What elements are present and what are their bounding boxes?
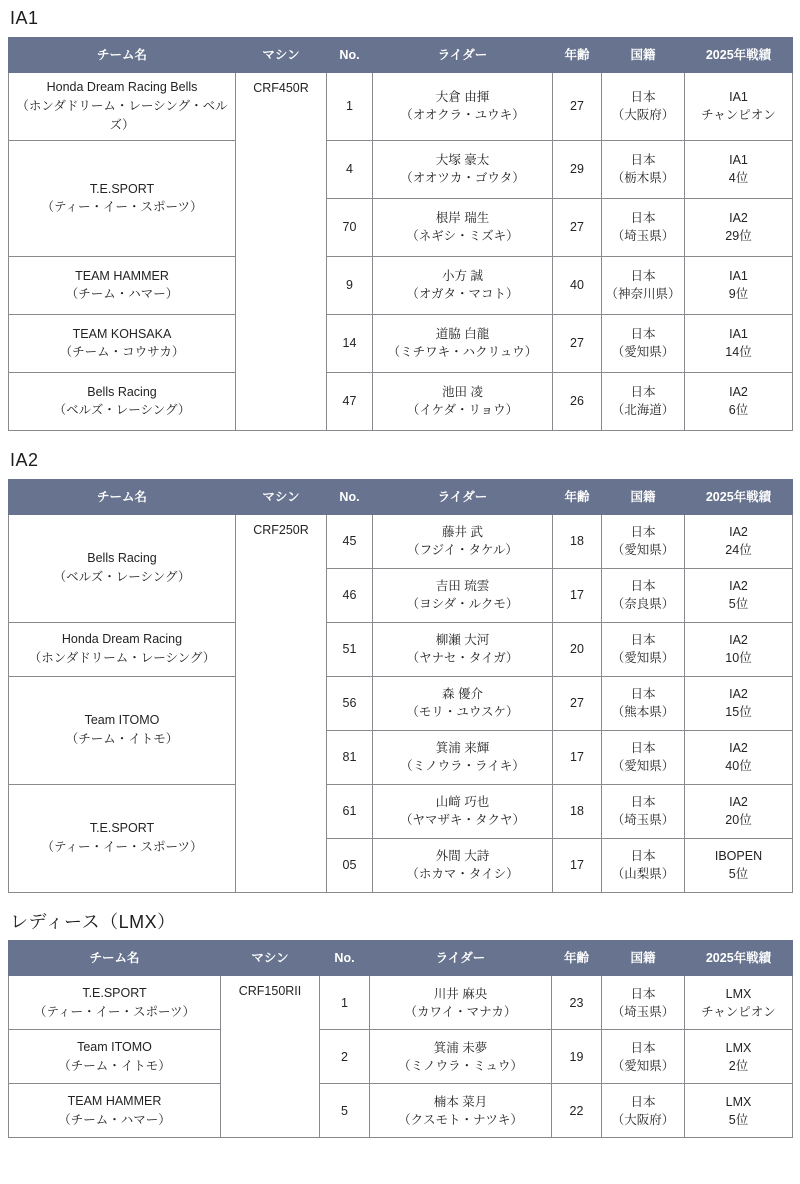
season-result-cell — [685, 72, 793, 140]
nationality: 日本 — [630, 211, 656, 226]
result-rank: 5位 — [728, 867, 749, 882]
prefecture: （愛知県） — [611, 759, 675, 774]
table-row — [9, 72, 793, 140]
rider-nationality-cell — [602, 198, 685, 256]
team-name-en: Bells Racing — [87, 384, 157, 399]
rider-name-cell — [373, 514, 553, 568]
rider-age-cell: 17 — [553, 838, 602, 892]
rider-name-kanji: 大塚 豪太 — [435, 153, 490, 168]
rider-nationality-cell — [602, 372, 685, 430]
nationality: 日本 — [630, 986, 656, 1001]
prefecture: （埼玉県） — [611, 1004, 675, 1019]
nationality: 日本 — [630, 1040, 656, 1055]
result-rank: 10位 — [725, 651, 752, 666]
rider-number-cell: 56 — [327, 676, 373, 730]
rider-number-cell: 61 — [327, 784, 373, 838]
column-header-age: 年齢 — [553, 479, 602, 514]
rider-nationality-cell — [602, 1030, 685, 1084]
section-title-lmx: レディース（LMX） — [10, 911, 176, 932]
nationality: 日本 — [630, 327, 656, 342]
rider-name-cell — [373, 784, 553, 838]
team-name-ja: （チーム・イトモ） — [65, 732, 179, 747]
prefecture: （愛知県） — [611, 651, 675, 666]
rider-nationality-cell — [602, 314, 685, 372]
column-header-nation: 国籍 — [602, 941, 685, 976]
nationality: 日本 — [630, 686, 656, 701]
rider-age-cell: 19 — [552, 1030, 602, 1084]
rider-name-cell — [373, 314, 553, 372]
season-result-cell — [685, 372, 793, 430]
column-header-machine: マシン — [236, 37, 327, 72]
column-header-age: 年齢 — [552, 941, 602, 976]
rider-nationality-cell — [602, 622, 685, 676]
column-header-rider: ライダー — [373, 479, 553, 514]
season-result-cell — [685, 198, 793, 256]
prefecture: （大阪府） — [611, 1112, 675, 1127]
result-rank: 4位 — [728, 171, 749, 186]
nationality: 日本 — [630, 740, 656, 755]
rider-name-kanji: 藤井 武 — [442, 524, 483, 539]
result-rank: 9位 — [728, 287, 749, 302]
rider-age-cell: 27 — [553, 676, 602, 730]
rider-table-lmx — [8, 940, 793, 1138]
nationality: 日本 — [630, 1094, 656, 1109]
team-cell — [9, 1030, 221, 1084]
team-name-ja: （ホンダドリーム・レーシング・ベルズ） — [16, 98, 228, 132]
rider-name-cell — [373, 622, 553, 676]
table-header-row — [9, 479, 793, 514]
team-name-ja: （チーム・イトモ） — [58, 1058, 171, 1073]
prefecture: （愛知県） — [611, 345, 675, 360]
result-class: LMX — [725, 1094, 752, 1109]
result-class: IA2 — [729, 524, 748, 539]
rider-age-cell: 27 — [553, 314, 602, 372]
result-class: IA1 — [729, 90, 748, 105]
rider-nationality-cell — [602, 976, 685, 1030]
team-name-en: Bells Racing — [87, 551, 157, 566]
column-header-rider: ライダー — [370, 941, 552, 976]
nationality: 日本 — [630, 524, 656, 539]
table-row — [9, 140, 793, 198]
rider-name-cell — [370, 1030, 552, 1084]
rider-name-kanji: 箕浦 来輝 — [435, 740, 490, 755]
rider-name-cell — [373, 198, 553, 256]
prefecture: （山梨県） — [611, 867, 675, 882]
section-lmx — [8, 893, 792, 1139]
table-row — [9, 1084, 793, 1138]
team-name-ja: （チーム・コウサカ） — [59, 345, 185, 360]
result-class: IA2 — [729, 686, 748, 701]
nationality: 日本 — [630, 632, 656, 647]
result-class: IA2 — [729, 740, 748, 755]
rider-table-ia1 — [8, 37, 793, 431]
team-name-en: Honda Dream Racing Bells — [46, 80, 198, 95]
rider-age-cell: 29 — [553, 140, 602, 198]
rider-name-kanji: 根岸 瑞生 — [435, 211, 490, 226]
rider-name-kanji: 道脇 白龍 — [435, 327, 490, 342]
rider-name-kana: （ヨシダ・ルクモ） — [406, 597, 519, 612]
column-header-team: チーム名 — [9, 941, 221, 976]
rider-number-cell: 46 — [327, 568, 373, 622]
team-cell — [9, 676, 236, 784]
rider-name-kana: （ミチワキ・ハクリュウ） — [387, 345, 538, 360]
section-ia2 — [8, 431, 792, 893]
season-result-cell — [685, 1030, 793, 1084]
rider-name-kanji: 吉田 琉雲 — [435, 578, 490, 593]
rider-nationality-cell — [602, 140, 685, 198]
rider-number-cell: 70 — [327, 198, 373, 256]
rider-name-kanji: 箕浦 未夢 — [433, 1040, 488, 1055]
rider-name-kana: （ヤマザキ・タクヤ） — [399, 813, 525, 828]
column-header-result: 2025年戦績 — [685, 479, 793, 514]
result-class: IA1 — [729, 327, 748, 342]
result-class: IA1 — [729, 269, 748, 284]
rider-number-cell: 81 — [327, 730, 373, 784]
table-row — [9, 676, 793, 730]
rider-name-cell — [373, 838, 553, 892]
rider-name-cell — [373, 372, 553, 430]
table-header-row — [9, 37, 793, 72]
rider-nationality-cell — [602, 676, 685, 730]
team-name-ja: （ベルズ・レーシング） — [53, 403, 191, 418]
rider-table-ia2 — [8, 479, 793, 893]
season-result-cell — [685, 838, 793, 892]
rider-name-kana: （ミノウラ・ライキ） — [400, 759, 525, 774]
column-header-no: No. — [327, 37, 373, 72]
prefecture: （埼玉県） — [611, 229, 675, 244]
team-name-en: TEAM HAMMER — [67, 1094, 162, 1109]
team-name-ja: （ティー・イー・スポーツ） — [33, 1004, 195, 1019]
rider-number-cell: 45 — [327, 514, 373, 568]
rider-age-cell: 17 — [553, 568, 602, 622]
rider-nationality-cell — [602, 838, 685, 892]
column-header-rider: ライダー — [373, 37, 553, 72]
result-rank: 15位 — [725, 705, 752, 720]
table-header-row — [9, 941, 793, 976]
column-header-machine: マシン — [221, 941, 320, 976]
team-name-en: Team ITOMO — [77, 1040, 152, 1055]
prefecture: （埼玉県） — [611, 813, 675, 828]
result-class: LMX — [725, 986, 752, 1001]
result-class: IA2 — [729, 632, 748, 647]
team-cell — [9, 1084, 221, 1138]
rider-name-kana: （ミノウラ・ミュウ） — [398, 1058, 523, 1073]
rider-name-kana: （モリ・ユウスケ） — [406, 705, 519, 720]
team-name-en: TEAM KOHSAKA — [72, 326, 172, 341]
rider-name-kanji: 池田 凌 — [442, 385, 483, 400]
team-name-en: T.E.SPORT — [89, 821, 155, 836]
rider-age-cell: 40 — [553, 256, 602, 314]
rider-name-kanji: 小方 誠 — [442, 269, 483, 284]
sections-container — [8, 0, 792, 1138]
rider-name-cell — [373, 72, 553, 140]
rider-age-cell: 23 — [552, 976, 602, 1030]
rider-number-cell: 4 — [327, 140, 373, 198]
rider-name-cell — [370, 1084, 552, 1138]
result-class: IBOPEN — [714, 848, 763, 863]
result-rank: 24位 — [725, 543, 752, 558]
table-row — [9, 622, 793, 676]
rider-name-kanji: 外間 大詩 — [435, 848, 490, 863]
machine-name: CRF150RII — [238, 984, 302, 999]
result-rank: チャンピオン — [701, 1004, 776, 1019]
result-class: IA2 — [729, 794, 748, 809]
rider-number-cell: 1 — [327, 72, 373, 140]
season-result-cell — [685, 730, 793, 784]
rider-name-kanji: 山﨑 巧也 — [435, 794, 490, 809]
column-header-result: 2025年戦績 — [685, 941, 793, 976]
table-row — [9, 784, 793, 838]
nationality: 日本 — [630, 90, 656, 105]
column-header-machine: マシン — [236, 479, 327, 514]
rider-name-kana: （ヤナセ・タイガ） — [406, 651, 519, 666]
rider-name-cell — [373, 140, 553, 198]
rider-name-kana: （クスモト・ナツキ） — [398, 1112, 523, 1127]
column-header-age: 年齢 — [553, 37, 602, 72]
column-header-team: チーム名 — [9, 37, 236, 72]
result-rank: チャンピオン — [701, 108, 776, 123]
table-row — [9, 314, 793, 372]
machine-cell — [236, 514, 327, 892]
rider-number-cell: 05 — [327, 838, 373, 892]
team-name-en: T.E.SPORT — [82, 986, 147, 1001]
team-cell — [9, 976, 221, 1030]
season-result-cell — [685, 514, 793, 568]
machine-name: CRF250R — [253, 522, 309, 537]
rider-name-kana: （オオツカ・ゴウタ） — [400, 171, 525, 186]
team-cell — [9, 140, 236, 256]
result-rank: 14位 — [725, 345, 752, 360]
result-rank: 29位 — [725, 229, 752, 244]
result-rank: 2位 — [728, 1058, 749, 1073]
team-name-en: TEAM HAMMER — [75, 268, 169, 283]
season-result-cell — [685, 140, 793, 198]
rider-age-cell: 26 — [553, 372, 602, 430]
season-result-cell — [685, 256, 793, 314]
rider-number-cell: 14 — [327, 314, 373, 372]
result-rank: 20位 — [725, 813, 752, 828]
rider-nationality-cell — [602, 256, 685, 314]
rider-nationality-cell — [602, 784, 685, 838]
rider-age-cell: 17 — [553, 730, 602, 784]
team-cell — [9, 622, 236, 676]
rider-name-kanji: 楠本 菜月 — [433, 1094, 488, 1109]
prefecture: （北海道） — [611, 403, 675, 418]
team-name-en: T.E.SPORT — [89, 181, 155, 196]
table-row — [9, 514, 793, 568]
team-name-ja: （ティー・イー・スポーツ） — [41, 840, 203, 855]
rider-name-cell — [373, 568, 553, 622]
rider-name-kana: （カワイ・マナカ） — [404, 1004, 517, 1019]
rider-name-cell — [373, 676, 553, 730]
nationality: 日本 — [630, 578, 656, 593]
team-name-ja: （チーム・ハマー） — [65, 287, 179, 302]
rider-name-kanji: 大倉 由揮 — [435, 90, 490, 105]
machine-cell — [221, 976, 320, 1138]
team-name-ja: （ベルズ・レーシング） — [53, 570, 191, 585]
rider-name-kana: （オオクラ・ユウキ） — [400, 108, 525, 123]
machine-cell — [236, 72, 327, 430]
result-rank: 40位 — [725, 759, 752, 774]
nationality: 日本 — [630, 385, 656, 400]
nationality: 日本 — [630, 153, 656, 168]
section-title-ia2: IA2 — [10, 449, 39, 470]
team-cell — [9, 514, 236, 622]
rider-age-cell: 27 — [553, 198, 602, 256]
section-title-ia1: IA1 — [10, 8, 39, 28]
nationality: 日本 — [630, 269, 656, 284]
column-header-team: チーム名 — [9, 479, 236, 514]
season-result-cell — [685, 314, 793, 372]
result-rank: 5位 — [728, 1112, 749, 1127]
rider-name-cell — [370, 976, 552, 1030]
column-header-result: 2025年戦績 — [685, 37, 793, 72]
rider-nationality-cell — [602, 568, 685, 622]
prefecture: （大阪府） — [611, 108, 675, 123]
rider-age-cell: 27 — [553, 72, 602, 140]
rider-nationality-cell — [602, 514, 685, 568]
prefecture: （奈良県） — [611, 597, 675, 612]
result-rank: 5位 — [728, 597, 749, 612]
table-row — [9, 372, 793, 430]
rider-name-kana: （ネギシ・ミズキ） — [406, 229, 519, 244]
rider-number-cell: 51 — [327, 622, 373, 676]
rider-name-kanji: 川井 麻央 — [433, 986, 488, 1001]
table-row — [9, 256, 793, 314]
team-name-ja: （チーム・ハマー） — [58, 1112, 171, 1127]
team-cell — [9, 784, 236, 892]
season-result-cell — [685, 1084, 793, 1138]
column-header-no: No. — [327, 479, 373, 514]
rider-number-cell: 9 — [327, 256, 373, 314]
prefecture: （神奈川県） — [605, 287, 681, 302]
result-class: IA2 — [729, 578, 748, 593]
nationality: 日本 — [630, 848, 656, 863]
column-header-no: No. — [320, 941, 370, 976]
rider-name-cell — [373, 730, 553, 784]
team-name-en: Honda Dream Racing — [61, 632, 183, 647]
rider-number-cell: 47 — [327, 372, 373, 430]
prefecture: （愛知県） — [611, 1058, 675, 1073]
team-name-en: Team ITOMO — [84, 713, 160, 728]
result-rank: 6位 — [728, 403, 749, 418]
result-class: IA1 — [729, 153, 748, 168]
season-result-cell — [685, 784, 793, 838]
column-header-nation: 国籍 — [602, 479, 685, 514]
rider-number-cell: 2 — [320, 1030, 370, 1084]
prefecture: （愛知県） — [611, 543, 675, 558]
rider-age-cell: 22 — [552, 1084, 602, 1138]
nationality: 日本 — [630, 794, 656, 809]
team-cell — [9, 372, 236, 430]
rider-name-kanji: 柳瀬 大河 — [435, 632, 490, 647]
team-name-ja: （ホンダドリーム・レーシング） — [28, 651, 216, 666]
result-class: IA2 — [729, 211, 748, 226]
season-result-cell — [685, 976, 793, 1030]
machine-name: CRF450R — [253, 80, 309, 95]
prefecture: （熊本県） — [611, 705, 675, 720]
rider-age-cell: 18 — [553, 514, 602, 568]
rider-number-cell: 1 — [320, 976, 370, 1030]
season-result-cell — [685, 676, 793, 730]
rider-number-cell: 5 — [320, 1084, 370, 1138]
rider-age-cell: 18 — [553, 784, 602, 838]
team-cell — [9, 314, 236, 372]
result-class: IA2 — [729, 385, 748, 400]
result-class: LMX — [725, 1040, 752, 1055]
team-cell — [9, 72, 236, 140]
rider-nationality-cell — [602, 730, 685, 784]
rider-name-kana: （ホカマ・タイシ） — [406, 867, 519, 882]
rider-name-cell — [373, 256, 553, 314]
prefecture: （栃木県） — [611, 171, 675, 186]
rider-name-kana: （オガタ・マコト） — [406, 287, 519, 302]
section-ia1 — [8, 0, 792, 431]
season-result-cell — [685, 622, 793, 676]
table-row — [9, 1030, 793, 1084]
team-name-ja: （ティー・イー・スポーツ） — [41, 200, 203, 215]
rider-name-kana: （イケダ・リョウ） — [406, 403, 519, 418]
rider-name-kanji: 森 優介 — [442, 686, 483, 701]
column-header-nation: 国籍 — [602, 37, 685, 72]
rider-nationality-cell — [602, 72, 685, 140]
table-row — [9, 976, 793, 1030]
season-result-cell — [685, 568, 793, 622]
rider-name-kana: （フジイ・タケル） — [407, 543, 518, 558]
rider-nationality-cell — [602, 1084, 685, 1138]
team-cell — [9, 256, 236, 314]
rider-age-cell: 20 — [553, 622, 602, 676]
